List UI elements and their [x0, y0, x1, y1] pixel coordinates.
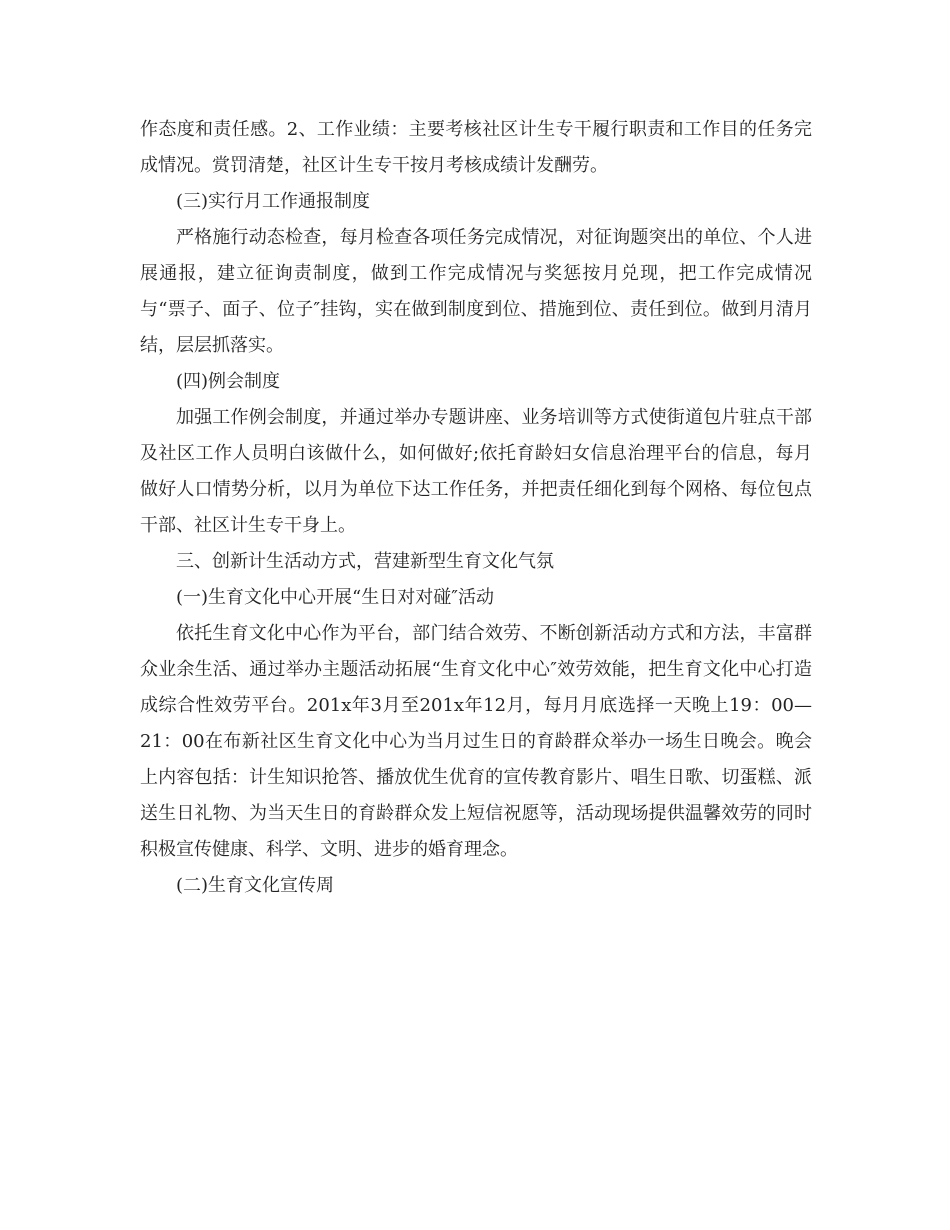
paragraph-work-performance: 作态度和责任感。2、工作业绩：主要考核社区计生专干履行职责和工作目的任务完成情况。赏罚清楚，社区计生专干按月考核成绩计发酬劳。 [140, 119, 812, 176]
paragraph-regular-meeting: 加强工作例会制度，并通过举办专题讲座、业务培训等方式使街道包片驻点干部及社区工作人员明白该做什么，如何做好;依托育龄妇女信息治理平台的信息，每月做好人口情势分析，以月为单位下达工作任务，并把责任细化到每个网格、每位包点干部、社区计生专干身上。 [140, 407, 812, 536]
heading-birthday-activity: (一)生育文化中心开展“生日对对碰″活动 [176, 587, 494, 608]
heading-regular-meeting-system: (四)例会制度 [176, 371, 281, 392]
paragraph-dynamic-inspection: 严格施行动态检查，每月检查各项任务完成情况，对征询题突出的单位、个人进展通报，建立征询责制度，做到工作完成情况与奖惩按月兑现，把工作完成情况与“票子、面子、位子″挂钩，实在做到制度到位、措施到位、责任到位。做到月清月结，层层抓落实。 [140, 227, 812, 356]
heading-culture-week: (二)生育文化宣传周 [176, 875, 335, 896]
heading-section-three: 三、创新计生活动方式，营建新型生育文化气氛 [176, 551, 554, 572]
document-body [140, 112, 812, 904]
heading-monthly-report-system: (三)实行月工作通报制度 [176, 191, 371, 212]
paragraph-birthday-activity: 依托生育文化中心作为平台，部门结合效劳、不断创新活动方式和方法，丰富群众业余生活、通过举办主题活动拓展“生育文化中心″效劳效能，把生育文化中心打造成综合性效劳平台。201x年3月至201x年12月，每月月底选择一天晚上19：00—21：00在布新社区生育文化中心为当月过生日的育龄群众举办一场生日晚会。晚会上内容包括：计生知识抢答、播放优生优育的宣传教育影片、唱生日歌、切蛋糕、派送生日礼物、为当天生日的育龄群众发上短信祝愿等，活动现场提供温馨效劳的同时积极宣传健康、科学、文明、进步的婚育理念。 [140, 623, 812, 860]
